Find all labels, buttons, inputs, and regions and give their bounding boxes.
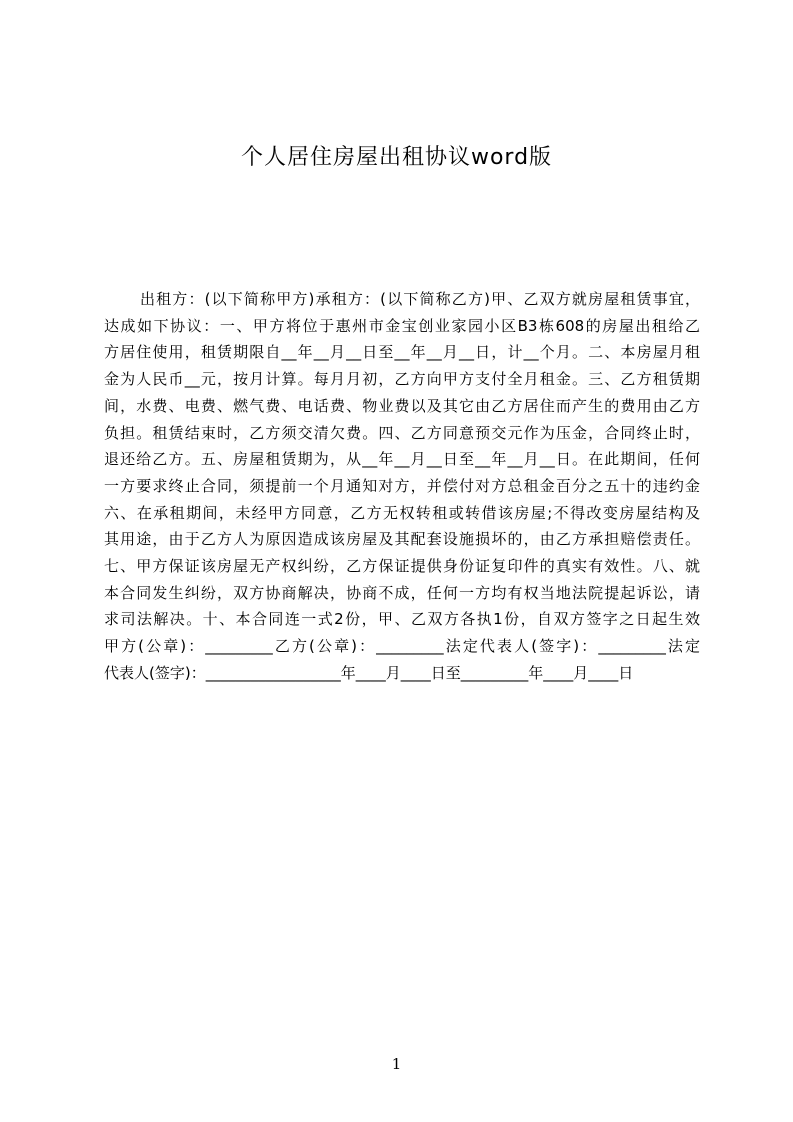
signature-date-line: 代表人(签字)：__________________年____月____日至_________年____月____日	[104, 663, 634, 682]
body-line: 金为人民币__元，按月计算。每月月初，乙方向甲方支付全月租金。三、乙方租赁期	[104, 370, 700, 389]
body-line: 方居住使用，租赁期限自__年__月__日至__年__月__日，计__个月。二、本房屋月租	[104, 343, 700, 362]
signature-line: 甲方(公章)：_________乙方(公章)：_________法定代表人(签字)：_________法定	[104, 637, 700, 656]
body-line: 本合同发生纠纷，双方协商解决，协商不成，任何一方均有权当地法院提起诉讼，请	[104, 583, 700, 602]
body-line: 退还给乙方。五、房屋租赁期为，从__年__月__日至__年__月__日。在此期间，任何	[104, 450, 700, 469]
body-line: 七、甲方保证该房屋无产权纠纷，乙方保证提供身份证复印件的真实有效性。八、就	[104, 557, 700, 576]
body-line: 负担。租赁结束时，乙方须交清欠费。四、乙方同意预交元作为压金，合同终止时，	[104, 423, 700, 442]
body-line: 出租方：(以下简称甲方)承租方：(以下简称乙方)甲、乙双方就房屋租赁事宜，	[140, 290, 700, 308]
agreement-body	[104, 286, 700, 687]
body-line: 求司法解决。十、本合同连一式2份，甲、乙双方各执1份，自双方签字之日起生效	[104, 610, 700, 629]
body-line: 六、在承租期间，未经甲方同意，乙方无权转租或转借该房屋;不得改变房屋结构及	[104, 503, 700, 522]
body-line: 一方要求终止合同，须提前一个月通知对方，并偿付对方总租金百分之五十的违约金	[104, 476, 700, 495]
body-line: 间，水费、电费、燃气费、电话费、物业费以及其它由乙方居住而产生的费用由乙方	[104, 396, 700, 415]
body-line: 达成如下协议：一、甲方将位于惠州市金宝创业家园小区B3栋608的房屋出租给乙	[104, 316, 700, 335]
document-title: 个人居住房屋出租协议word版	[240, 145, 553, 170]
body-line: 其用途，由于乙方人为原因造成该房屋及其配套设施损坏的，由乙方承担赔偿责任。	[104, 530, 700, 549]
page-number: 1	[391, 1055, 402, 1073]
